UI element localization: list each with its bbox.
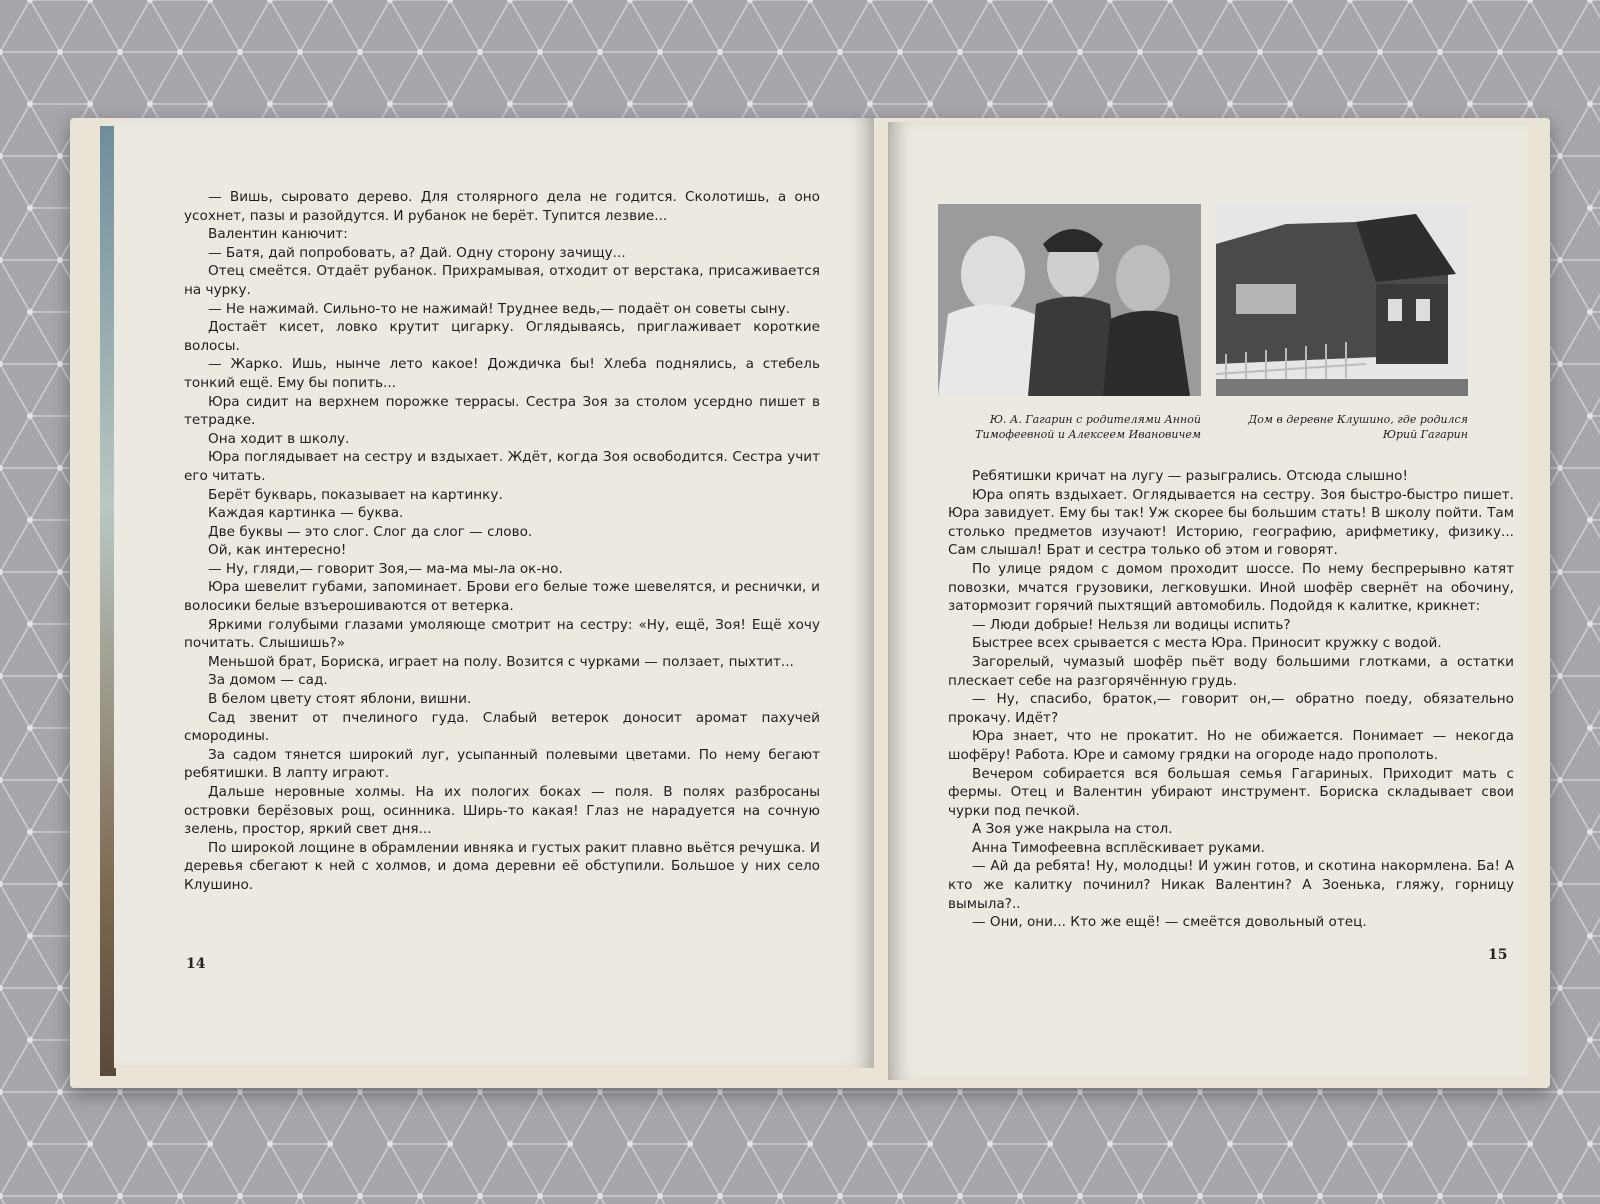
right-page-text bbox=[948, 467, 1514, 932]
paragraph: Ребятишки кричат на лугу — разыгрались. Отсюда слышно! bbox=[972, 468, 1408, 484]
left-page bbox=[114, 118, 874, 1068]
paragraph: — Люди добрые! Нельзя ли водицы испить? bbox=[972, 616, 1291, 633]
paragraph: Яркими голубыми глазами умоляюще смотрит на сестру: «Ну, ещё, Зоя! Ещё хочу почитать. Слышишь?» bbox=[184, 616, 820, 652]
paragraph: Анна Тимофеевна всплёскивает руками. bbox=[972, 839, 1265, 856]
left-page-text bbox=[184, 188, 820, 895]
paragraph: Сад звенит от пчелиного гуда. Слабый ветерок доносит аромат пахучей смородины. bbox=[184, 709, 820, 745]
paragraph: За садом тянется широкий луг, усыпанный полевыми цветами. По нему бегают ребятишки. В лапту играют. bbox=[184, 746, 820, 782]
paragraph: — Вишь, сыровато дерево. Для столярного дела не годится. Сколотишь, а оно усохнет, пазы и разойдутся. И рубанок не берёт. Тупится лезвие... bbox=[184, 189, 820, 224]
paragraph: По широкой лощине в обрамлении ивняка и густых ракит плавно вьётся речушка. И деревья сбегают к ней с холмов, и дома деревни её обступили. Большое у них село Клушино. bbox=[184, 839, 820, 893]
photo-gagarin-with-parents bbox=[938, 204, 1201, 396]
paragraph: — Ай да ребята! Ну, молодцы! И ужин готов, и скотина накормлена. Ба! А кто же калитку починил? Никак Валентин? А Зоенька, гляжу, горницу вымыла?.. bbox=[948, 858, 1514, 912]
paragraph: Достаёт кисет, ловко крутит цигарку. Оглядываясь, приглаживает короткие волосы. bbox=[184, 319, 820, 354]
paragraph: Каждая картинка — буква. bbox=[208, 505, 404, 522]
paragraph: — Батя, дай попробовать, а? Дай. Одну сторону зачищу... bbox=[208, 244, 626, 261]
paragraph: Быстрее всех срывается с места Юра. Приносит кружку с водой. bbox=[972, 635, 1442, 652]
paragraph: Юра шевелит губами, запоминает. Брови его белые тоже шевелятся, и реснички, и волосики белые взъерошиваются от ветерка. bbox=[184, 579, 820, 615]
paragraph: Юра знает, что не прокатит. Но не обижается. Понимает — некогда шофёру! Работа. Юре и самому грядки на огороде надо прополоть. bbox=[948, 728, 1514, 763]
paragraph: — Ну, гляди,— говорит Зоя,— ма-ма мы-ла ок-но. bbox=[208, 560, 563, 577]
paragraph: Юра поглядывает на сестру и вздыхает. Ждёт, когда Зоя освободится. Сестра учит его читать. bbox=[184, 449, 820, 484]
paragraph: Отец смеётся. Отдаёт рубанок. Прихрамывая, отходит от верстака, присаживается на чурку. bbox=[184, 263, 820, 298]
photo-caption: Ю. А. Гагарин с родителями Анной Тимофеевной и Алексеем Ивановичем bbox=[975, 413, 1201, 441]
paragraph: За домом — сад. bbox=[208, 672, 328, 689]
paragraph: Она ходит в школу. bbox=[208, 430, 350, 447]
paragraph: Вечером собирается вся большая семья Гагариных. Приходит мать с фермы. Отец и Валентин убирают инструмент. Бориска складывает свои чурки под печкой. bbox=[948, 765, 1514, 819]
paragraph: Ой, как интересно! bbox=[208, 542, 347, 559]
photo-house-in-klushino bbox=[1216, 204, 1468, 396]
right-page bbox=[888, 122, 1528, 1080]
paragraph: Две буквы — это слог. Слог да слог — слово. bbox=[208, 523, 533, 540]
paragraph: Юра опять вздыхает. Оглядывается на сестру. Зоя быстро-быстро пишет. Юра завидует. Ему бы так! Уж скорее бы большим стать! В школу пойти. Там столько предметов изучают! Историю, географию, арифметику, физику... Сам слышал! Брат и сестра только об этом и говорят. bbox=[948, 486, 1514, 559]
paragraph: А Зоя уже накрыла на стол. bbox=[972, 821, 1173, 838]
page-number: 14 bbox=[186, 956, 206, 972]
paragraph: — Ну, спасибо, браток,— говорит он,— обратно поеду, обязательно прокачу. Идёт? bbox=[948, 691, 1514, 726]
open-book bbox=[70, 118, 1550, 1088]
paragraph: В белом цвету стоят яблони, вишни. bbox=[208, 691, 472, 708]
paragraph: Берёт букварь, показывает на картинку. bbox=[208, 486, 503, 503]
paragraph: — Жарко. Ишь, нынче лето какое! Дождичка бы! Хлеба поднялись, а стебель тонкий ещё. Ему бы попить... bbox=[184, 356, 820, 391]
photo-caption: Дом в деревне Клушино, где родился Юрий Гагарин bbox=[1248, 413, 1468, 441]
paragraph: По улице рядом с домом проходит шоссе. По нему беспрерывно катят повозки, мчатся грузовики, легковушки. Иной шофёр свернёт на обочину, затормозит горячий пыхтящий автомобиль. Подойдя к калитке, крикнет: bbox=[948, 560, 1514, 615]
paragraph: Валентин канючит: bbox=[208, 226, 348, 243]
page-number: 15 bbox=[1488, 947, 1508, 963]
paragraph: Дальше неровные холмы. На их пологих боках — поля. В полях разбросаны островки берёзовых рощ, осинника. Ширь-то какая! Глаз не нарадуется на сочную зелень, простор, яркий свет дня... bbox=[184, 784, 820, 838]
paragraph: — Не нажимай. Сильно-то не нажимай! Труднее ведь,— подаёт он советы сыну. bbox=[208, 300, 790, 317]
paragraph: Загорелый, чумазый шофёр пьёт воду большими глотками, а остатки плескает себе на разгорячённую грудь. bbox=[948, 653, 1514, 689]
paragraph: — Они, они... Кто же ещё! — смеётся довольный отец. bbox=[972, 914, 1367, 931]
paragraph: Меньшой брат, Бориска, играет на полу. Возится с чурками — ползает, пыхтит... bbox=[208, 653, 794, 670]
paragraph: Юра сидит на верхнем порожке террасы. Сестра Зоя за столом усердно пишет в тетрадке. bbox=[184, 393, 820, 429]
